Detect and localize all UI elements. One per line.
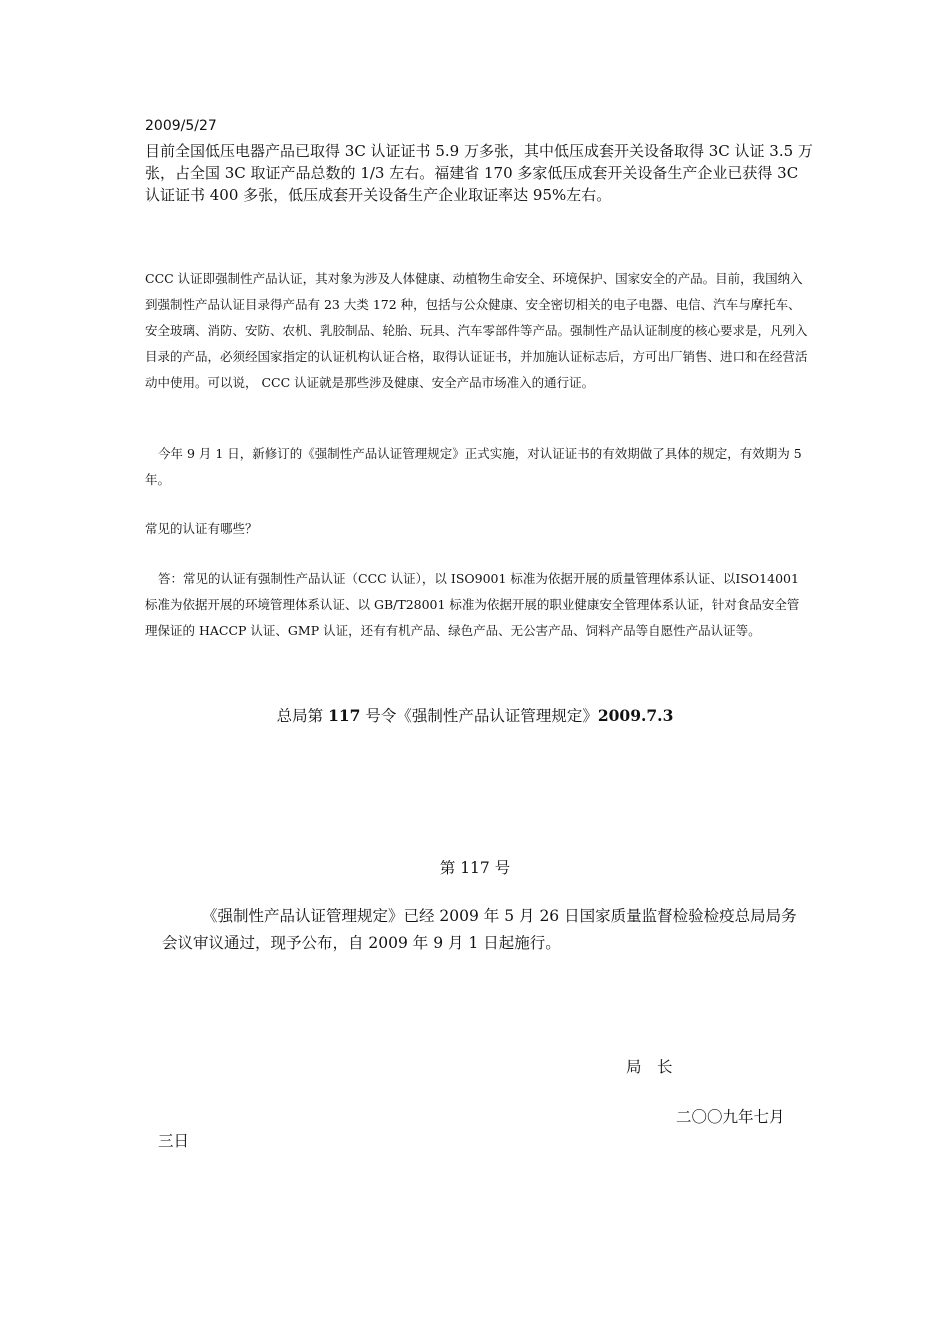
question-line: 常见的认证有哪些？	[145, 521, 258, 536]
signature-date-line-1: 二〇〇九年七月	[676, 1108, 785, 1126]
decree-title-number: 117	[328, 706, 361, 725]
date-line: 2009/5/27	[145, 118, 217, 134]
answer-paragraph: 答：常见的认证有强制性产品认证（CCC 认证），以 ISO9001 标准为依据开展的质量管理体系认证、以ISO14001 标准为依据开展的环境管理体系认证、以 GB/T28001 标准为依据开展的职业健康安全管理体系认证，针对食品安全管理保证的 HACCP 认证、GMP 认证，还有有机产品、绿色产品、无公害产品、饲料产品等自愿性产品认证等。	[145, 571, 800, 638]
signature-date-line-2: 三日	[158, 1132, 190, 1150]
decree-title-date: 2009.7.3	[597, 706, 674, 725]
decree-body: 《强制性产品认证管理规定》已经 2009 年 5 月 26 日国家质量监督检验检疫总局局务会议审议通过，现予公布，自 2009 年 9 月 1 日起施行。	[162, 907, 797, 952]
validity-paragraph: 今年 9 月 1 日，新修订的《强制性产品认证管理规定》正式实施，对认证证书的有效期做了具体的规定，有效期为 5 年。	[145, 446, 802, 487]
decree-title-prefix: 总局第	[276, 707, 329, 725]
decree-number: 第 117 号	[439, 859, 511, 877]
signer-title: 局 长	[626, 1058, 673, 1076]
ccc-definition-paragraph: CCC 认证即强制性产品认证，其对象为涉及人体健康、动植物生命安全、环境保护、国家安全的产品。目前，我国纳入到强制性产品认证目录得产品有 23 大类 172 种，包括与公众健康、安全密切相关的电子电器、电信、汽车与摩托车、安全玻璃、消防、安防、农机、乳胶制品、轮胎、玩具、汽车零部件等产品。强制性产品认证制度的核心要求是，凡列入目录的产品，必须经国家指定的认证机构认证合格，取得认证证书，并加施认证标志后，方可出厂销售、进口和在经营活动中使用。可以说， CCC 认证就是那些涉及健康、安全产品市场准入的通行证。	[145, 271, 808, 390]
intro-paragraph: 目前全国低压电器产品已取得 3C 认证证书 5.9 万多张，其中低压成套开关设备取得 3C 认证 3.5 万张，占全国 3C 取证产品总数的 1/3 左右。福建省 170 多家低压成套开关设备生产企业已获得 3C 认证证书 400 多张，低压成套开关设备生产企业取证率达 95%左右。	[145, 142, 813, 204]
decree-title	[0, 704, 950, 726]
decree-title-name: 号令《强制性产品认证管理规定》	[360, 707, 598, 725]
